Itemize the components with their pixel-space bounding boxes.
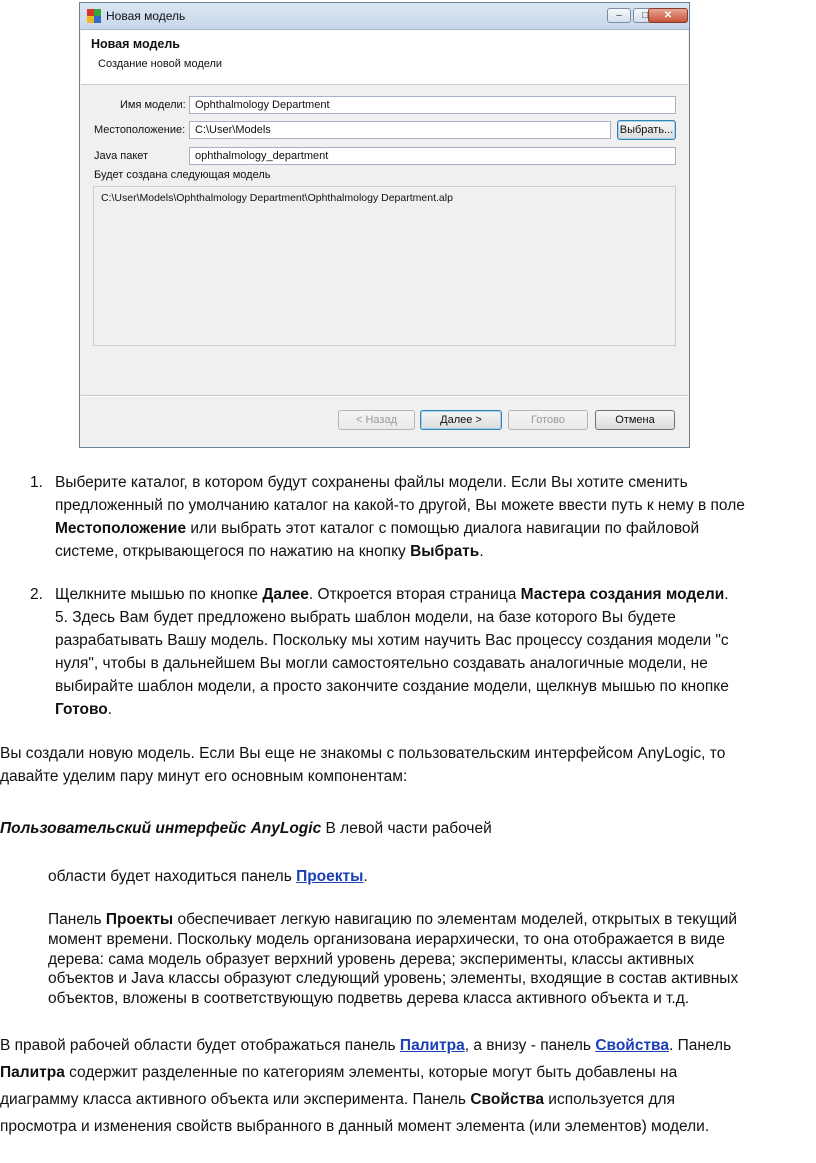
window-title: Новая модель xyxy=(106,9,186,23)
section-heading xyxy=(0,817,492,840)
new-model-dialog xyxy=(79,2,690,448)
minimize-icon[interactable]: – xyxy=(607,8,631,23)
created-model-path: C:\User\Models\Ophthalmology Department\Ophthalmology Department.alp xyxy=(93,186,676,346)
palette-para-text: . Панель xyxy=(668,1037,732,1054)
palette-para-text: , а внизу - панель xyxy=(464,1037,596,1054)
wizard-header xyxy=(81,30,688,85)
java-package-label: Java пакет xyxy=(94,150,149,162)
wizard-title: Новая модель xyxy=(91,37,180,51)
footer-separator xyxy=(81,395,688,397)
intro-line: Вы создали новую модель. Если Вы еще не знакомы с пользовательским интерфейсом AnyLogic, то xyxy=(0,745,726,762)
anylogic-app-icon xyxy=(87,9,101,23)
finish-button[interactable]: Готово xyxy=(508,410,588,430)
punct: . xyxy=(479,543,484,560)
punct: . xyxy=(107,701,113,718)
title-bar xyxy=(80,3,689,30)
palette-link[interactable]: Палитра xyxy=(399,1037,465,1054)
palette-para-text: содержит разделенные по категориям элементы, которые могут быть добавлены на xyxy=(64,1064,678,1081)
bold-term: Свойства xyxy=(470,1091,544,1108)
properties-link[interactable]: Свойства xyxy=(595,1037,669,1054)
location-label: Местоположение: xyxy=(94,124,186,136)
palette-para-line xyxy=(0,1032,731,1059)
heading-rest: В левой части рабочей xyxy=(321,820,492,837)
close-icon[interactable]: ✕ xyxy=(648,8,688,23)
bold-term: Мастера создания модели xyxy=(520,586,725,603)
step-2-line: выбирайте шаблон модели, а просто закончите создание модели, щелкнув мышью по кнопке xyxy=(55,678,729,695)
projects-para-line: объектов и Java классы образуют следующий уровень; элементы, входящие в состав активных xyxy=(48,970,739,988)
palette-para-text: В правой рабочей области будет отображаться панель xyxy=(0,1037,400,1054)
projects-para-line xyxy=(48,910,738,930)
palette-para-line xyxy=(0,1059,731,1086)
projects-para-text: обеспечивает легкую навигацию по элементам моделей, открытых в текущий xyxy=(173,911,738,928)
step-1-line-text: системе, открывающегося по нажатию на кнопку xyxy=(55,543,411,560)
model-name-label: Имя модели: xyxy=(120,99,186,111)
bold-term: Палитра xyxy=(0,1064,65,1081)
cancel-button[interactable]: Отмена xyxy=(595,410,675,430)
step-1-line xyxy=(55,517,745,540)
bold-term: Выбрать xyxy=(410,543,480,560)
projects-para-line: дерева: сама модель образует верхний уровень дерева; эксперименты, классы активных xyxy=(48,950,695,968)
bold-term: Готово xyxy=(55,701,108,718)
step-2-line-text: Щелкните мышью по кнопке xyxy=(55,586,263,603)
bold-term: Проекты xyxy=(105,911,174,928)
projects-para-text: Панель xyxy=(48,911,106,928)
step-2-line xyxy=(55,698,729,721)
projects-para-line: объектов, вложены в соответствующую подветвь дерева класса активного объекта и т.д. xyxy=(48,990,690,1008)
step-2-text xyxy=(55,583,729,721)
projects-line xyxy=(48,865,368,888)
java-package-input[interactable]: ophthalmology_department xyxy=(189,147,676,165)
maximize-icon[interactable]: □ xyxy=(633,8,657,23)
bold-term: Местоположение xyxy=(55,520,187,537)
punct: . xyxy=(363,868,368,885)
step-2-line: нуля", чтобы в дальнейшем Вы могли самостоятельно создавать аналогичные модели, не xyxy=(55,655,708,672)
palette-paragraph xyxy=(0,1032,731,1140)
model-name-input[interactable]: Ophthalmology Department xyxy=(189,96,676,114)
step-2-line-text: . Откроется вторая страница xyxy=(308,586,521,603)
step-1-line: Выберите каталог, в котором будут сохранены файлы модели. Если Вы хотите сменить xyxy=(55,474,688,491)
created-model-label: Будет создана следующая модель xyxy=(94,169,271,181)
palette-para-text: диаграмму класса активного объекта или эксперимента. Панель xyxy=(0,1091,471,1108)
step-2-line xyxy=(55,583,729,606)
projects-para-line: момент времени. Поскольку модель организована иерархически, то она отображается в виде xyxy=(48,930,725,948)
heading-italic: Пользовательский интерфейс AnyLogic xyxy=(0,820,322,837)
step-1-line xyxy=(55,540,745,563)
projects-line-text: области будет находиться панель xyxy=(48,868,297,885)
step-2-line: 5. Здесь Вам будет предложено выбрать шаблон модели, на базе которого Вы будете xyxy=(55,609,676,626)
next-button[interactable]: Далее > xyxy=(420,410,502,430)
step-2-line: разрабатывать Вашу модель. Поскольку мы хотим научить Вас процессу создания модели "с xyxy=(55,632,729,649)
palette-para-line: просмотра и изменения свойств выбранного в данный момент элемента (или элементов) модели. xyxy=(0,1118,710,1135)
location-input[interactable]: C:\User\Models xyxy=(189,121,611,139)
browse-button[interactable]: Выбрать... xyxy=(617,120,676,140)
palette-para-text: используется для xyxy=(544,1091,675,1108)
step-1-text xyxy=(55,471,745,563)
projects-paragraph xyxy=(48,910,738,1009)
step-1-line: предложенный по умолчанию каталог на какой-то другой, Вы можете ввести путь к нему в поле xyxy=(55,497,745,514)
step-1-line-rest: или выбрать этот каталог с помощью диалога навигации по файловой xyxy=(186,520,700,537)
bold-term: Далее xyxy=(262,586,309,603)
palette-para-line xyxy=(0,1086,731,1113)
projects-link[interactable]: Проекты xyxy=(296,868,364,885)
back-button[interactable]: < Назад xyxy=(338,410,415,430)
intro-line: давайте уделим пару минут его основным компонентам: xyxy=(0,768,408,785)
wizard-subtitle: Создание новой модели xyxy=(98,58,223,70)
step-number: 1. xyxy=(30,474,43,491)
step-number: 2. xyxy=(30,586,43,603)
intro-paragraph xyxy=(0,742,725,788)
punct: . xyxy=(724,586,729,603)
